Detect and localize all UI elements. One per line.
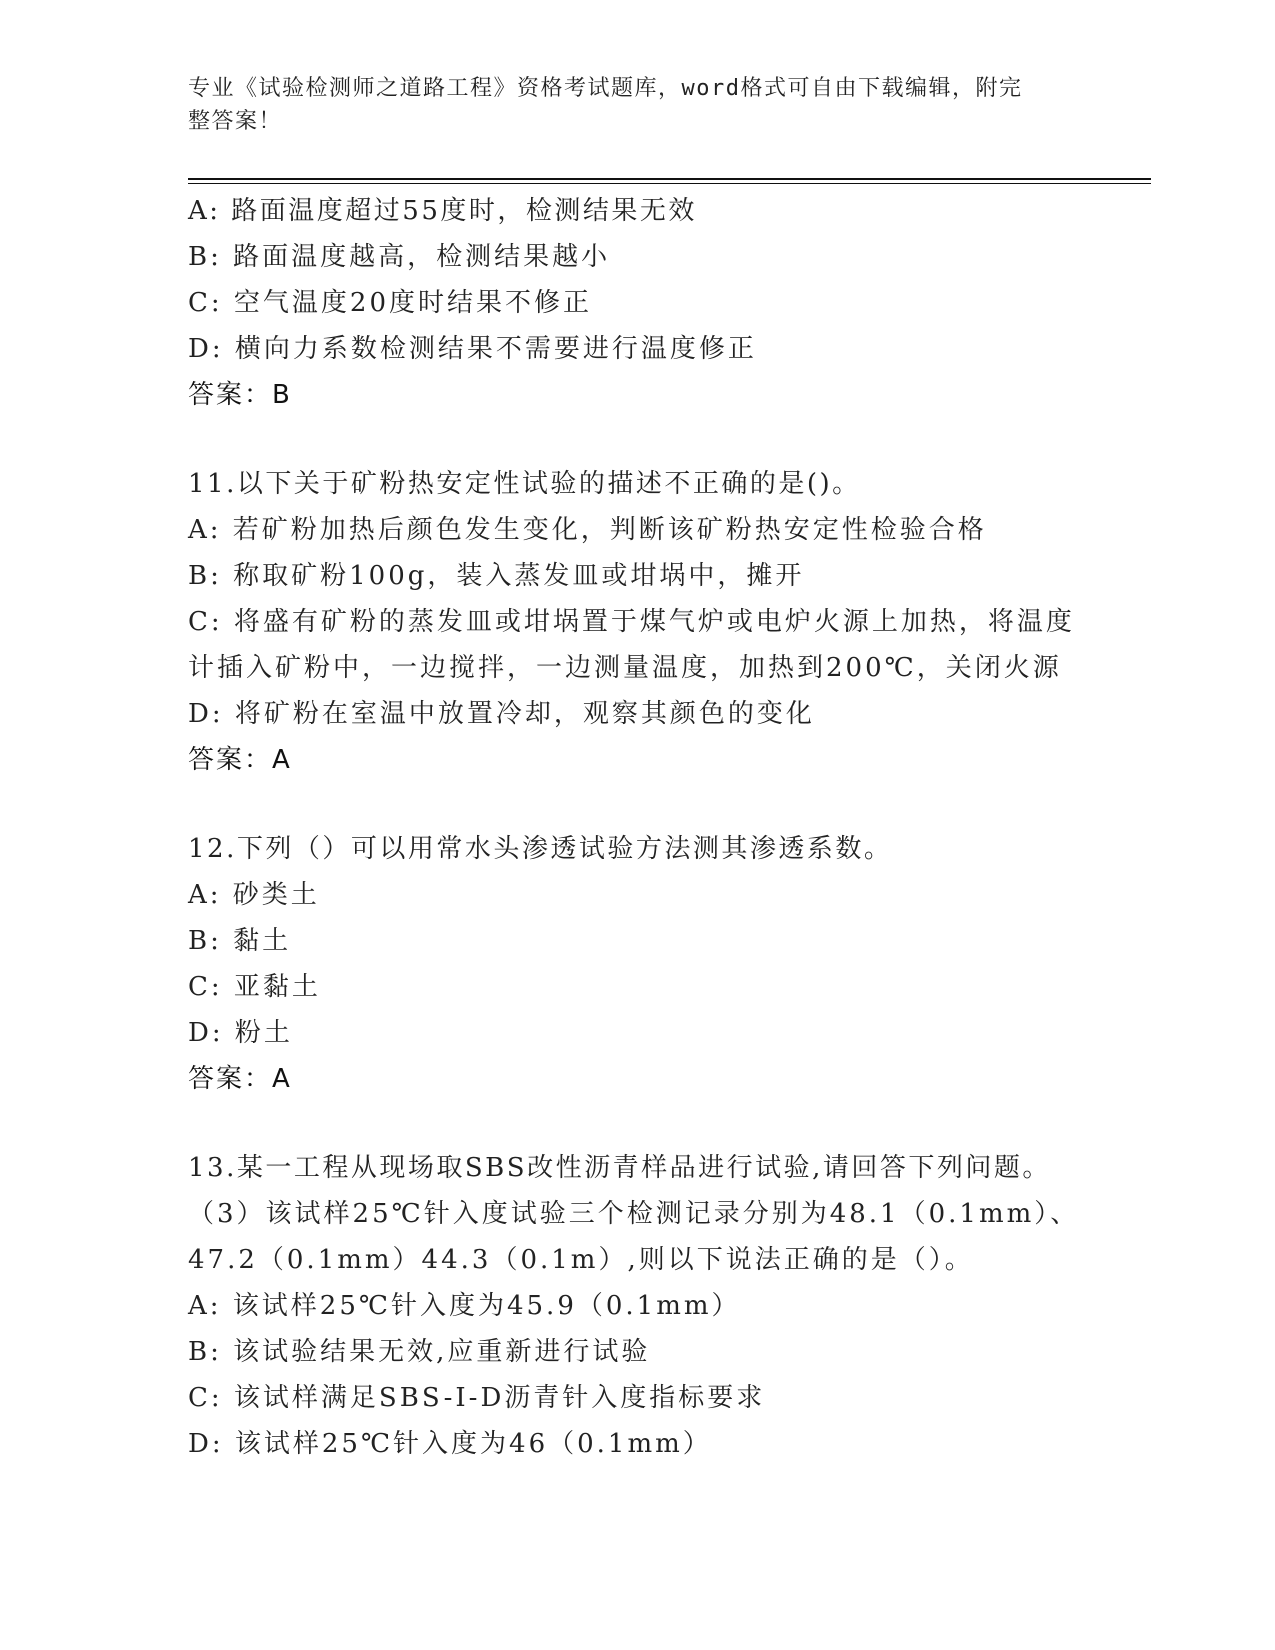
answer-line: 答案：B xyxy=(188,380,292,410)
option-c: C: 空气温度20度时结果不修正 xyxy=(188,288,593,318)
question-stem: 13.某一工程从现场取SBS改性沥青样品进行试验,请回答下列问题。 xyxy=(188,1153,1051,1183)
question-10-continued xyxy=(188,188,1128,418)
option-c: C: 该试样满足SBS-Ⅰ-D沥青针入度指标要求 xyxy=(188,1383,766,1413)
option-b: B: 称取矿粉100g，装入蒸发皿或坩埚中，摊开 xyxy=(188,561,805,591)
header-line-1: 专业《试验检测师之道路工程》资格考试题库，word格式可自由下载编辑，附完 xyxy=(188,76,1023,101)
option-c-continued: 计插入矿粉中，一边搅拌，一边测量温度，加热到200℃，关闭火源 xyxy=(188,653,1062,683)
question-stem: 12.下列（）可以用常水头渗透试验方法测其渗透系数。 xyxy=(188,834,893,864)
option-a: A: 若矿粉加热后颜色发生变化，判断该矿粉热安定性检验合格 xyxy=(188,515,987,545)
spacer xyxy=(188,418,1128,461)
option-b: B: 该试验结果无效,应重新进行试验 xyxy=(188,1337,651,1367)
option-d: D: 该试样25℃针入度为46（0.1mm） xyxy=(188,1429,712,1459)
option-a: A: 路面温度超过55度时，检测结果无效 xyxy=(188,196,697,226)
option-c: C: 亚黏土 xyxy=(188,972,321,1002)
answer-line: 答案：A xyxy=(188,745,292,775)
document-header xyxy=(188,72,1068,138)
option-a: A: 该试样25℃针入度为45.9（0.1mm） xyxy=(188,1291,741,1321)
header-divider xyxy=(188,178,1151,184)
option-d: D: 横向力系数检测结果不需要进行温度修正 xyxy=(188,334,757,364)
option-b: B: 黏土 xyxy=(188,926,292,956)
option-d: D: 粉土 xyxy=(188,1018,293,1048)
question-stem: 11.以下关于矿粉热安定性试验的描述不正确的是()。 xyxy=(188,469,861,499)
option-a: A: 砂类土 xyxy=(188,880,320,910)
answer-line: 答案：A xyxy=(188,1064,292,1094)
question-13 xyxy=(188,1145,1128,1467)
question-11 xyxy=(188,461,1128,783)
option-d: D: 将矿粉在室温中放置冷却，观察其颜色的变化 xyxy=(188,699,815,729)
header-line-2: 整答案！ xyxy=(188,109,283,134)
document-body xyxy=(188,188,1128,1467)
question-12 xyxy=(188,826,1128,1102)
question-stem-continued: （3）该试样25℃针入度试验三个检测记录分别为48.1（0.1mm）、 xyxy=(188,1199,1080,1229)
option-b: B: 路面温度越高，检测结果越小 xyxy=(188,242,611,272)
question-stem-continued: 47.2（0.1mm）44.3（0.1m）,则以下说法正确的是（）。 xyxy=(188,1245,974,1275)
spacer xyxy=(188,783,1128,826)
spacer xyxy=(188,1102,1128,1145)
option-c: C: 将盛有矿粉的蒸发皿或坩埚置于煤气炉或电炉火源上加热，将温度 xyxy=(188,607,1075,637)
